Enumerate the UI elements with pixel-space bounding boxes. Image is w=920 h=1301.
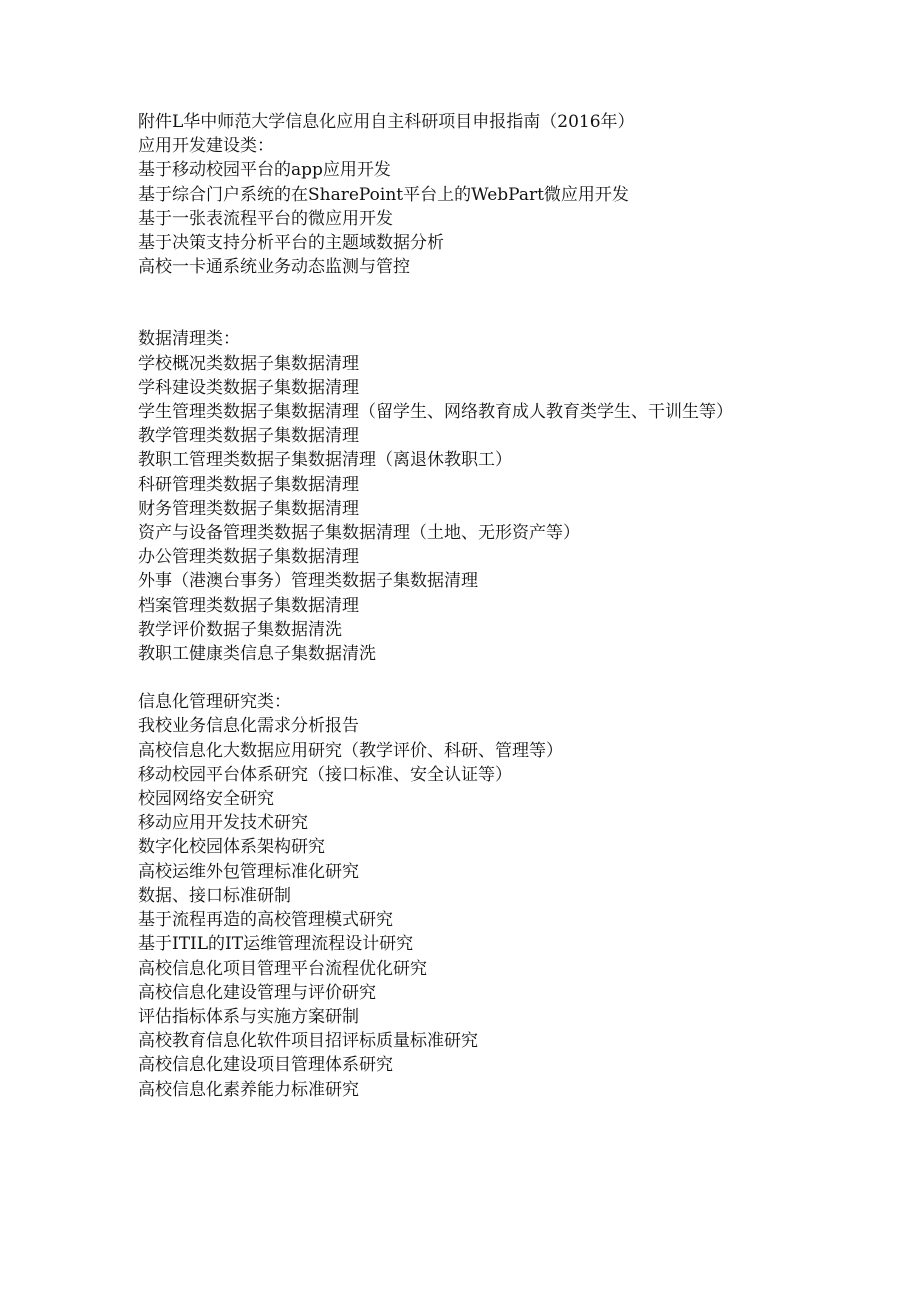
list-item: 高校信息化大数据应用研究（教学评价、科研、管理等） [138,740,563,761]
section-app-development [138,134,838,279]
document-title: 附件L华中师范大学信息化应用自主科研项目申报指南（2016年） [138,112,635,132]
section-heading: 信息化管理研究类： [138,692,291,713]
list-item: 数字化校园体系架构研究 [138,837,325,858]
list-item: 高校一卡通系统业务动态监测与管控 [138,257,410,278]
list-item: 我校业务信息化需求分析报告 [138,716,359,737]
list-item: 数据、接口标准研制 [138,885,291,906]
list-item: 教职工健康类信息子集数据清洗 [138,644,376,665]
list-item: 高校运维外包管理标准化研究 [138,861,359,882]
list-item: 基于一张表流程平台的微应用开发 [138,208,393,229]
list-item: 学校概况类数据子集数据清理 [138,353,359,374]
list-item: 办公管理类数据子集数据清理 [138,547,359,568]
list-item: 高校信息化项目管理平台流程优化研究 [138,958,427,979]
document-page [138,110,838,1102]
list-item: 校园网络安全研究 [138,789,274,810]
spacer [138,279,838,327]
list-item: 基于流程再造的高校管理模式研究 [138,910,393,931]
list-item: 财务管理类数据子集数据清理 [138,498,359,519]
list-item: 基于ITIL的IT运维管理流程设计研究 [138,934,414,955]
spacer [138,666,838,690]
list-item: 外事（港澳台事务）管理类数据子集数据清理 [138,571,478,592]
list-item: 移动应用开发技术研究 [138,813,308,834]
list-item: 学科建设类数据子集数据清理 [138,377,359,398]
list-item: 科研管理类数据子集数据清理 [138,474,359,495]
list-item: 评估指标体系与实施方案研制 [138,1006,359,1027]
list-item: 教学管理类数据子集数据清理 [138,426,359,447]
list-item: 高校信息化建设管理与评价研究 [138,982,376,1003]
list-item: 高校信息化建设项目管理体系研究 [138,1055,393,1076]
list-item: 高校教育信息化软件项目招评标质量标准研究 [138,1031,478,1052]
list-item: 高校信息化素养能力标准研究 [138,1079,359,1100]
list-item: 教学评价数据子集数据清洗 [138,619,342,640]
list-item: 基于决策支持分析平台的主题域数据分析 [138,233,444,254]
section-management-research [138,690,838,1101]
list-item: 基于移动校园平台的app应用开发 [138,160,391,181]
section-heading: 数据清理类： [138,329,240,350]
list-item: 基于综合门户系统的在SharePoint平台上的WebPart微应用开发 [138,184,629,205]
section-data-cleaning [138,327,838,666]
list-item: 资产与设备管理类数据子集数据清理（土地、无形资产等） [138,523,580,544]
list-item: 教职工管理类数据子集数据清理（离退休教职工） [138,450,512,471]
section-heading: 应用开发建设类： [138,136,274,157]
list-item: 档案管理类数据子集数据清理 [138,595,359,616]
list-item: 学生管理类数据子集数据清理（留学生、网络教育成人教育类学生、干训生等） [138,402,733,423]
list-item: 移动校园平台体系研究（接口标准、安全认证等） [138,764,512,785]
